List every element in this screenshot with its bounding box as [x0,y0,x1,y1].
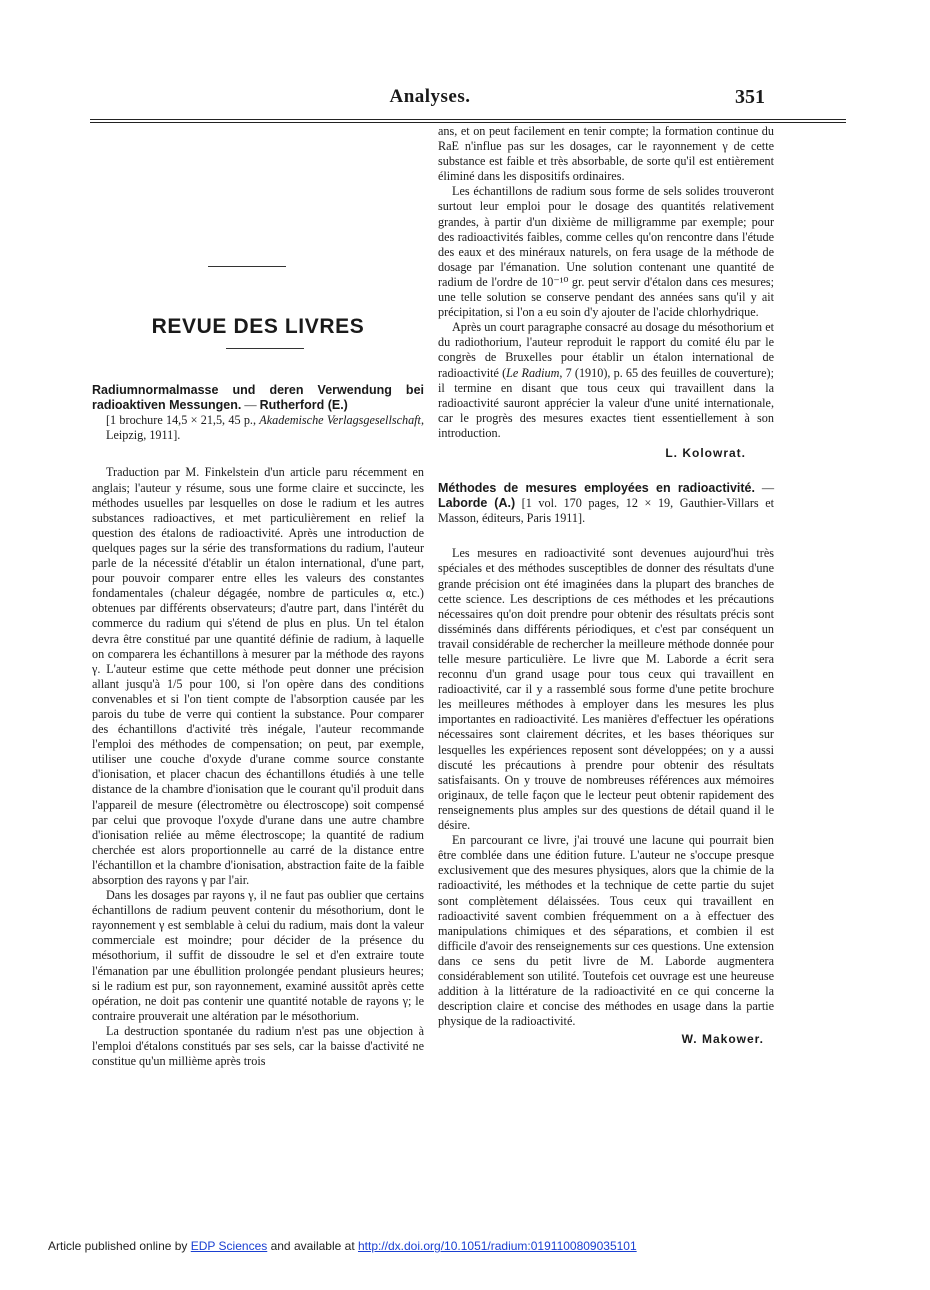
section-heading: REVUE DES LIVRES [151,315,365,338]
review1-paragraph-3-continued: ans, et on peut facilement en tenir compte; la formation continue du RaE n'influe pas sur les dosages, car le rayonnement γ de cette substance est faible et très absorbable, de sorte qu'il est entièrement éliminé dans les dispositifs ordinaires. [438,124,774,184]
review2-title: Méthodes de mesures employées en radioactivité. [438,481,755,496]
ornament-rule-bottom [226,348,304,349]
left-column [92,266,424,1069]
review2-body [438,546,774,1029]
review1-p5-journal: Le Radium [506,365,560,380]
review1-paragraph-4: Les échantillons de radium sous forme de sels solides trouveront surtout leur emploi pour le dosage des quantités relativement grandes, à partir d'un dixième de milligramme par exemple; pour des radioactivités faibles, comme celles qu'on rencontre dans l'étude des eaux et des minéraux naturels, on fera usage de la méthode de dosage par l'émanation. Une solution contenant une quantité de radium de l'ordre de 10⁻¹⁰ gr. peut servir d'étalon dans ces mesures; une telle solution se conserve pendant des années sans qu'il y ait précipitation, si l'on a eu soin d'y ajouter de l'acide chlorhydrique. [438,184,774,320]
footer-text-2: and available at [267,1239,358,1253]
review1-paragraph-2: Dans les dosages par rayons γ, il ne faut pas oublier que certains échantillons de radium peuvent contenir du mésothorium, dont le rayonnement γ est semblable à celui du radium, mais dont la valeur commerciale est moindre; pour décider de la présence du mésothorium, il suffit de dissoudre le sel et d'en extraire toute l'émanation par une ébullition prolongée pendant plusieurs heures; si le radium est pur, son rayonnement, examiné aussitôt après cette opération, ne doit pas contenir une quantité notable de rayons γ; le contraire prouverait une altération par le mésothorium. [92,888,424,1023]
review1-paragraph-3: La destruction spontanée du radium n'est pas une objection à l'emploi d'étalons constitués par ses sels, car la baisse d'activité ne constitue qu'un millième après trois [92,1023,424,1069]
review1-biblio: [1 brochure 14,5 × 21,5, 45 p., [106,413,260,428]
review1-paragraph-1: Traduction par M. Finkelstein d'un article paru récemment en anglais; l'auteur y résume, sous une forme claire et succincte, les méthodes usuelles par lesquelles on dose le radium et les autres substances radioactives, et met particulièrement en relief la question des étalons de radioactivité. Après une introduction de quelques pages sur la série des transformations du radium, l'auteur parle de la nécessité d'établir un étalon international, d'une part, pour pouvoir comparer entre elles les valeurs des constantes fondamentales (chaleur dégagée, nombre de particules α, etc.) obtenues par différents observateurs; d'autre part, dans l'intérêt du commerce du radium qui s'étend de plus en plus. Un tel étalon devra être constitué par une quantité définie de radium, à laquelle on comparera les échantillons à mesurer par la méthode des rayons γ. L'auteur estime que cette méthode peut donner une précision allant jusqu'à 1/5 pour 100, si l'on opère dans des conditions convenables et si l'on tient compte de l'absorption causée par les parois du tube de verre qui contient la substance. Pour comparer des échantillons d'activité très inégale, l'auteur recommande l'emploi des méthodes de compensation; on peut, par exemple, utiliser une couche d'oxyde d'urane comme source constante d'ionisation, et placer chacun des échantillons étudiés à une telle distance de la chambre d'ionisation que le courant qu'il produit dans l'appareil de mesure (électromètre ou électroscope) soit compensé par celui que provoque l'oxyde d'urane dans une autre chambre d'ionisation reliée au même électroscope; la quantité de radium cherchée est alors proportionnelle au carré de la distance entre l'échantillon et la chambre d'ionisation, abstraction faite de la faible absorption des rayons γ par l'air. [92,465,424,887]
review1-header [92,383,424,443]
review1-p5-text: Après un court paragraphe consacré au dosage du mésothorium et du radiothorium, l'auteur reproduit le rapport du comité élu par le congrès de Bruxelles pour établir un étalon international de radioactivité ( [438,320,774,380]
review1-biblio-end: , Leipzig, 1911]. [106,413,424,443]
review2-author: Laborde (A.) [438,496,516,511]
review1-body-left [92,465,424,1069]
review2-paragraph-2: En parcourant ce livre, j'ai trouvé une lacune qui pourrait bien être comblée dans une édition future. L'auteur ne s'occupe presque exclusivement que des mesures physiques, alors que la chimie de la radioactivité, les méthodes et la technique de cette partie du sujet sont complètement délaissées. Tous ceux qui travaillent en radioactivité savent combien fréquemment on a à effectuer des manipulations chimiques et des séparations, et combien il est difficile d'avoir des renseignements sur ces questions. Une extension dans ce sens du petit livre de M. Laborde augmentera considérablement son utilité. Toutefois cet ouvrage est une heureuse addition à la littérature de la radioactivité en ce qui concerne la description claire et concise des méthodes en usage dans la partie physique de la radioactivité. [438,833,774,1029]
running-title: Analyses. [389,86,471,107]
review2-paragraph-1: Les mesures en radioactivité sont devenues aujourd'hui très spéciales et des méthodes susceptibles de donner des résultats d'une grande précision ont été imaginées dans la plupart des branches de cette science. Les descriptions de ces méthodes et les précautions nécessaires qu'on doit prendre pour obtenir des résultats précis sont disséminés dans différents périodiques, et c'est par conséquent un travail considérable de rechercher la meilleure méthode donnée pour telle mesure particulière. Le livre que M. Laborde a écrit sera reconnu d'un grand usage pour tous ceux qui travaillent en radioactivité, car il y a rassemblé sous forme d'une petite brochure les meilleures méthodes à employer dans les mesures les plus importantes en radioactivité. Les manières d'effectuer les opérations nécessaires sont clairement décrites, et les bases théoriques sur lesquelles les expériences reposent sont développées; on y a aussi discuté les précautions à prendre pour obtenir des résultats satisfaisants. On y trouve de nombreuses références aux mémoires originaux, de telle façon que le lecteur peut obtenir rapidement des renseignements plus amples sur des questions de détail quand il le désire. [438,546,774,833]
review1-title: Radiumnormalmasse und deren Verwendung bei radioaktiven Messungen. [92,383,424,413]
page-number: 351 [735,86,765,108]
review2-author-sep: — [754,481,775,496]
publication-footer [48,1239,637,1253]
review1-paragraph-5 [438,320,774,441]
review2-biblio: [1 vol. 170 pages, 12 × 19, Gauthier-Villars et Masson, éditeurs, Paris 1911]. [438,496,774,526]
review1-p5-text-end: , 7 (1910), p. 65 des feuilles de couverture); il termine en disant que tous ceux qui travaillent dans la radioactivité sauront apprécier la valeur d'une unité internationale, car le progrès des mesures exactes tient essentiellement à son introduction. [438,365,774,440]
review1-publisher: Akademische Verlagsgesellschaft [259,413,421,428]
review1-author: Rutherford (E.) [259,398,348,413]
footer-publisher-link[interactable]: EDP Sciences [190,1239,268,1253]
review2-header [438,481,774,526]
header-rule [90,119,846,123]
review2-signature: W. Makower. [681,1032,764,1047]
right-column [438,124,774,1047]
review1-author-sep: — [241,398,260,413]
review1-signature: L. Kolowrat. [665,445,746,460]
ornament-rule-top [208,266,286,267]
running-header [0,86,930,114]
footer-doi-link[interactable]: http://dx.doi.org/10.1051/radium:0191100809035101 [357,1239,637,1253]
footer-text-1: Article published online by [48,1239,191,1253]
